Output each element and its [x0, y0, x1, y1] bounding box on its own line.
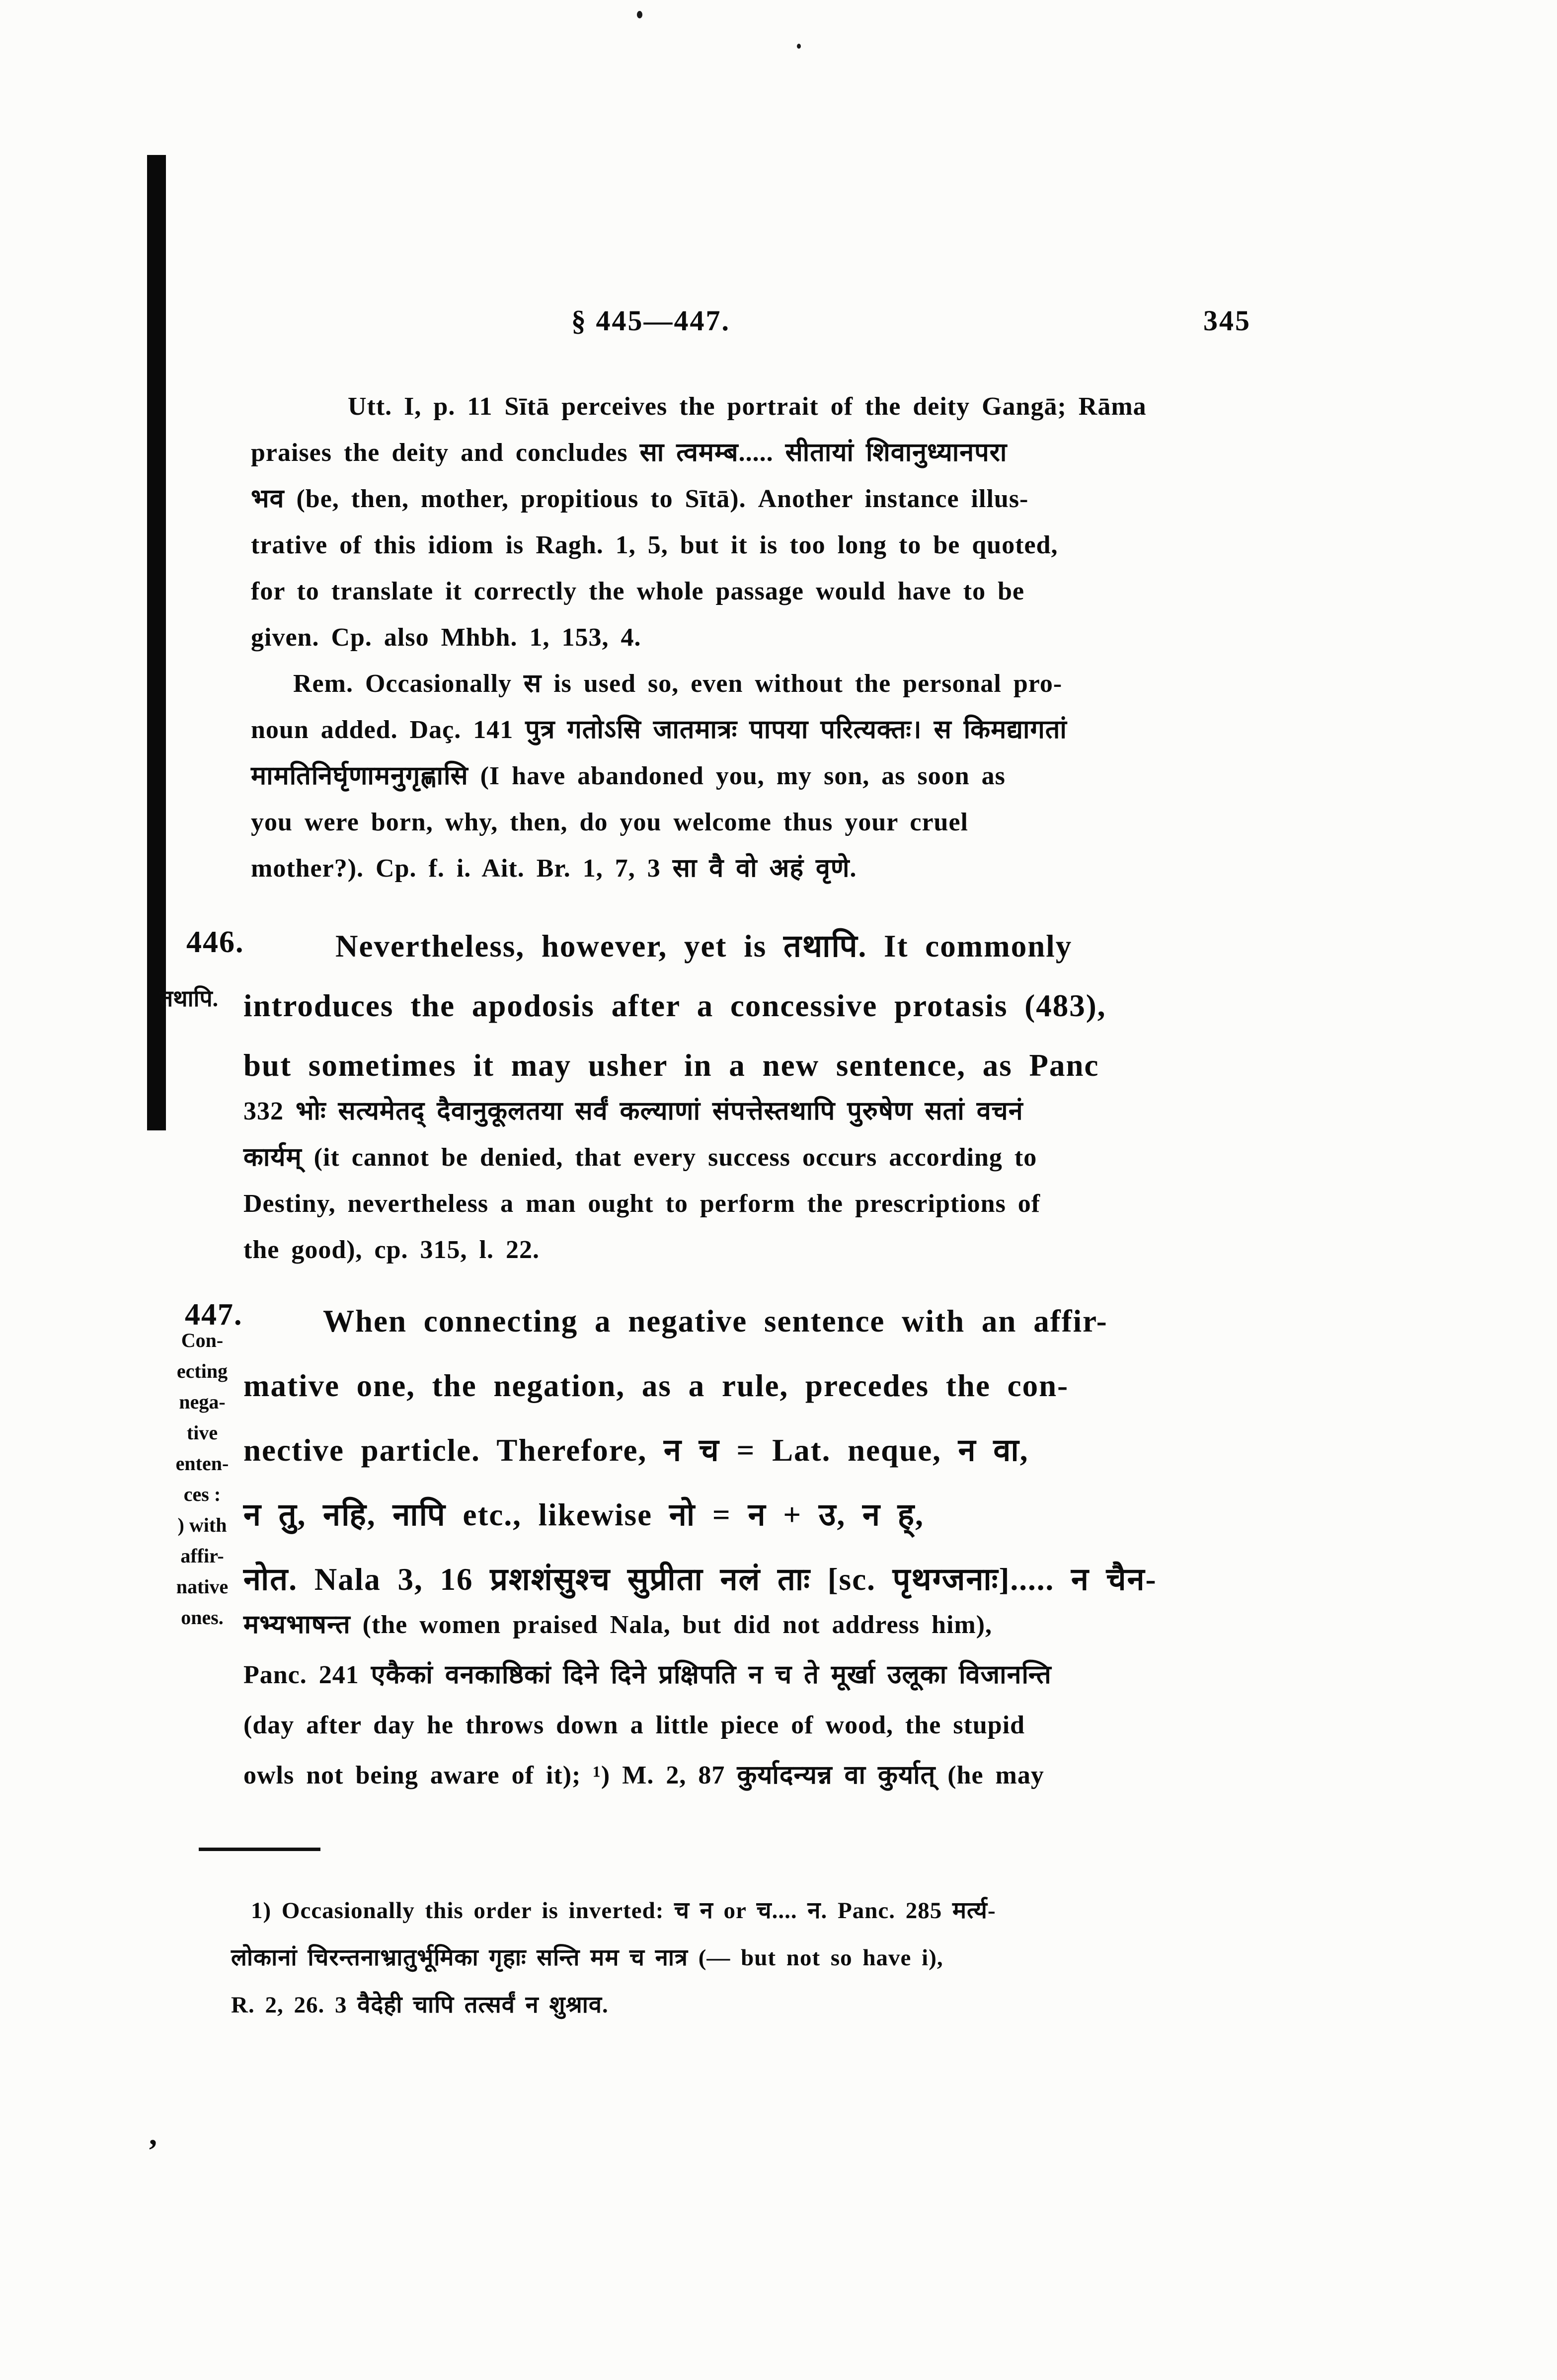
text-line: ) with — [177, 1514, 227, 1536]
scan-speck — [797, 44, 801, 49]
page-number: 345 — [1203, 304, 1251, 337]
paragraph-utt-quotation — [251, 383, 1147, 661]
running-head-section-range: § 445—447. — [571, 304, 730, 337]
text-line: for to translate it correctly the whole passage would have to be — [251, 577, 1025, 605]
text-line: praises the deity and concludes सा त्वमम्ब..... सीतायां शिवानुध्यानपरा — [251, 439, 1008, 467]
text-line: ecting — [176, 1360, 228, 1382]
text-line: native — [176, 1575, 229, 1598]
scan-speck — [637, 11, 642, 18]
text-line: 332 भोः सत्यमेतद् दैवानुकूलतया सर्वं कल्याणां संपत्तेस्तथापि पुरुषेण सतां वचनं — [243, 1097, 1023, 1125]
text-line: कार्यम् (it cannot be denied, that every success occurs according to — [243, 1143, 1037, 1172]
text-line: लोकानां चिरन्तनाभ्रातुर्भूमिका गृहाः सन्ति मम च नात्र (— but not so have i), — [231, 1945, 943, 1971]
text-line: ces : — [183, 1483, 221, 1505]
text-line: ones. — [181, 1606, 224, 1629]
text-line: mother?). Cp. f. i. Ait. Br. 1, 7, 3 सा वै वो अहं वृणे. — [251, 854, 857, 883]
stray-ink-mark: , — [149, 2116, 157, 2152]
margin-note-446: तथापि. — [160, 986, 219, 1011]
text-line: mative one, the negation, as a rule, precedes the con- — [243, 1368, 1069, 1403]
text-line: Rem. Occasionally स is used so, even without the personal pro- — [293, 669, 1063, 698]
section-446-quotation-text — [243, 1088, 1040, 1273]
text-line: When connecting a negative sentence with an affir- — [323, 1304, 1108, 1339]
text-line: 1) Occasionally this order is inverted: च न or च.... न. Panc. 285 मर्त्य- — [251, 1898, 996, 1924]
text-line: nective particle. Therefore, न च = Lat. neque, न वा, — [243, 1433, 1029, 1468]
text-line: Destiny, nevertheless a man ought to perform the prescriptions of — [243, 1190, 1041, 1218]
footnote — [231, 1887, 996, 2029]
text-line: Panc. 241 एकैकां वनकाष्ठिकां दिने दिने प्रक्षिपति न च ते मूर्खा उलूका विजानन्ति — [243, 1661, 1052, 1689]
text-line: enten- — [175, 1452, 229, 1475]
text-line: (day after day he throws down a little piece of wood, the stupid — [243, 1711, 1025, 1739]
text-line: Con- — [181, 1329, 224, 1351]
text-line: Utt. I, p. 11 Sītā perceives the portrait of the deity Gangā; Rāma — [348, 392, 1147, 421]
text-line: Nevertheless, however, yet is तथापि. It commonly — [335, 929, 1073, 964]
text-line: you were born, why, then, do you welcome thus your cruel — [251, 808, 968, 836]
text-line: trative of this idiom is Ragh. 1, 5, but it is too long to be quoted, — [251, 531, 1058, 559]
text-line: tive — [186, 1421, 218, 1444]
text-line: given. Cp. also Mhbh. 1, 153, 4. — [251, 623, 641, 652]
section-447-quotation-text — [243, 1600, 1052, 1800]
text-line: but sometimes it may usher in a new sentence, as Panc — [243, 1048, 1099, 1083]
text-line: नोत. Nala 3, 16 प्रशशंसुश्च सुप्रीता नलं ताः [sc. पृथग्जनाः]..... न चैन- — [243, 1562, 1157, 1597]
section-446-main-text — [243, 916, 1106, 1095]
text-line: मामतिनिर्घृणामनुगृह्णासि (I have abandoned you, my son, as soon as — [251, 762, 1006, 790]
text-line: affir- — [180, 1545, 224, 1567]
footnote-separator-rule — [199, 1848, 320, 1851]
text-line: भव (be, then, mother, propitious to Sītā). Another instance illus- — [251, 485, 1029, 513]
text-line: मभ्यभाषन्त (the women praised Nala, but did not address him), — [243, 1611, 993, 1639]
section-number-447: 447. — [185, 1298, 243, 1332]
section-number-446: 446. — [186, 925, 244, 959]
text-line: introduces the apodosis after a concessive protasis (483), — [243, 988, 1106, 1023]
text-line: R. 2, 26. 3 वैदेही चापि तत्सर्वं न शुश्राव. — [231, 1992, 609, 2018]
text-line: the good), cp. 315, l. 22. — [243, 1236, 540, 1264]
text-line: nega- — [179, 1391, 226, 1413]
text-line: न तु, नहि, नापि etc., likewise नो = न + उ, न ह्, — [243, 1497, 924, 1532]
text-line: noun added. Daç. 141 पुत्र गतोऽसि जातमात्रः पापया परित्यक्तः। स किमद्यागतां — [251, 716, 1067, 744]
text-line: owls not being aware of it); ¹) M. 2, 87 कुर्यादन्यन्न वा कुर्यात् (he may — [243, 1761, 1044, 1789]
paragraph-remark — [251, 661, 1067, 892]
section-447-main-text — [243, 1289, 1157, 1612]
